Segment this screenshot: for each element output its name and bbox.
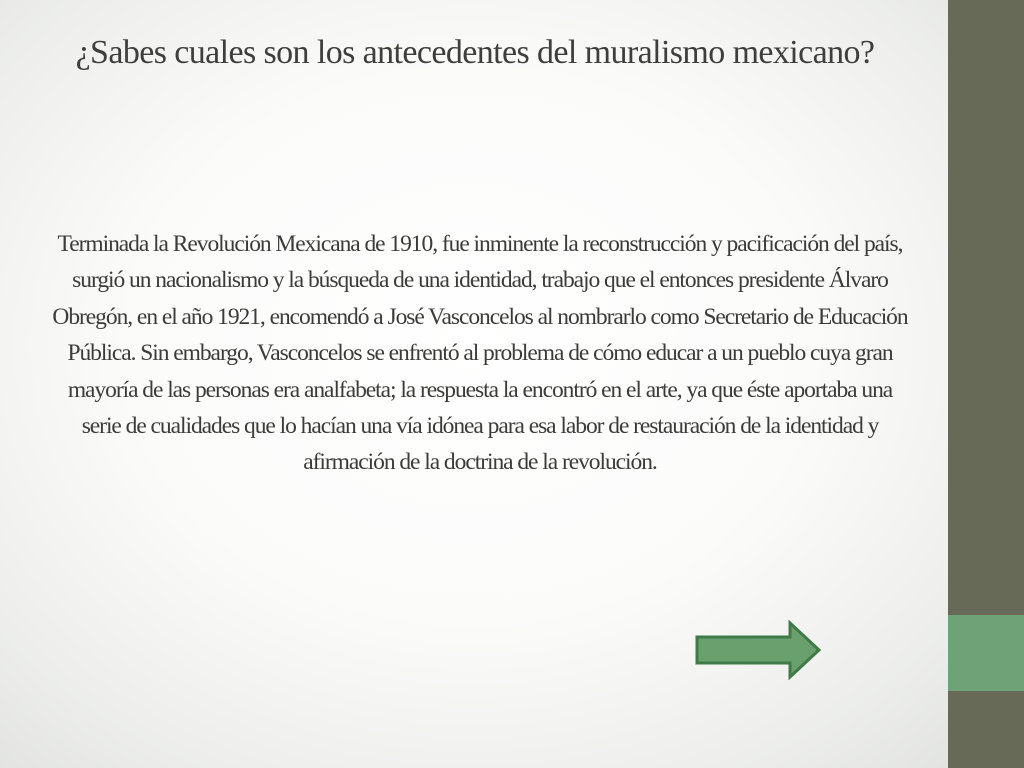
arrow-right-icon [694, 620, 822, 680]
next-slide-button[interactable] [694, 620, 822, 680]
slide-body-text: Terminada la Revolución Mexicana de 1910, fue inminente la reconstrucción y pacificación del país, surgió un nacionalismo y la búsqueda de una identidad, trabajo que el entonces presidente Álvaro Obregón, en el año 1921, encomendó a José Vasconcelos al nombrarlo como Secretario de Educación Pública. Sin embargo, Vasconcelos se enfrentó al problema de cómo educar a un pueblo cuya gran mayoría de las personas era analfabeta; la respuesta la encontró en el arte, ya que éste aportaba una serie de cualidades que lo hacían una vía idónea para esa labor de restauración de la identidad y afirmación de la doctrina de la revolución. [52, 231, 908, 476]
sidebar-bar [948, 0, 1024, 768]
sidebar-accent-block [948, 615, 1024, 691]
slide-title: ¿Sabes cuales son los antecedentes del muralismo mexicano? [75, 34, 875, 71]
